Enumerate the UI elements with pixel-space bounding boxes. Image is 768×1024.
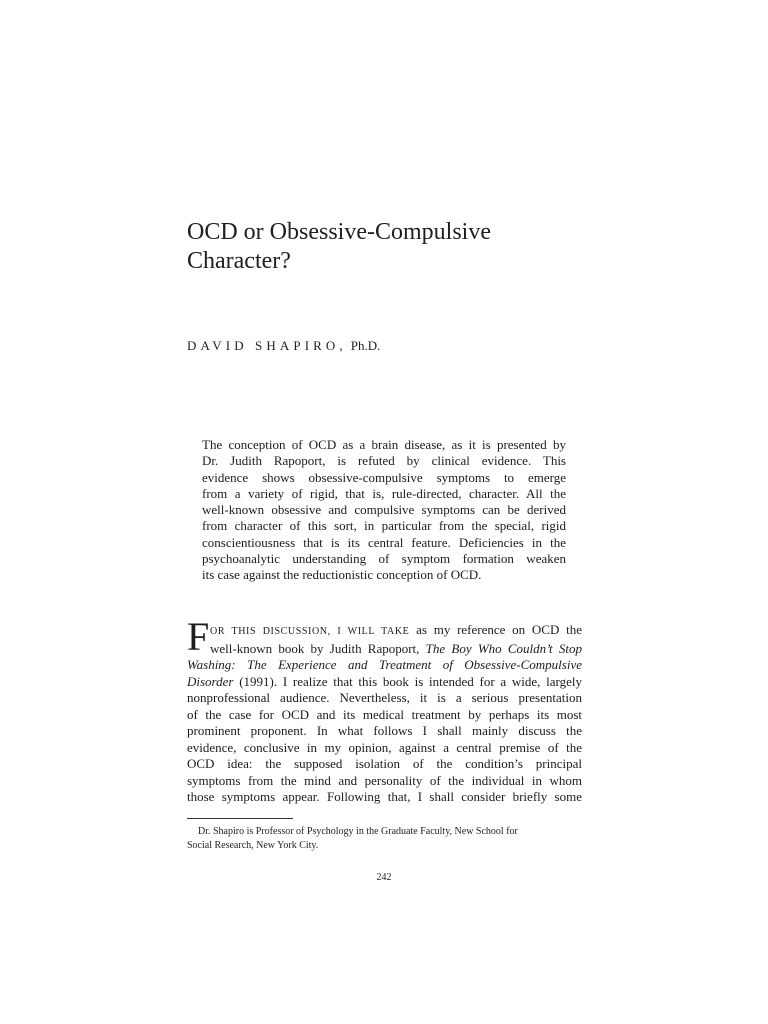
book-title-italic: The Boy Who Couldn’t Stop (425, 640, 583, 656)
body-text-run: (1991). I realize that this book is intended for a wide, largely (233, 673, 582, 689)
author-degree: Ph.D. (350, 338, 381, 353)
body-line: symptoms from the mind and personality of the individual in whom (187, 772, 582, 788)
body-line: prominent proponent. In what follows I shall mainly discuss the (187, 723, 582, 739)
body-line: nonprofessional audience. Nevertheless, it is a serious presentation (187, 690, 582, 706)
abstract-line: Dr. Judith Rapoport, is refuted by clinical evidence. This (202, 453, 566, 469)
body-line (187, 641, 582, 658)
abstract-line: The conception of OCD as a brain disease, as it is presented by (202, 437, 566, 452)
abstract-line: its case against the reductionistic conception of OCD. (202, 567, 482, 583)
book-title-italic: Washing: The Experience and Treatment of Obsessive-Compulsive (187, 657, 582, 673)
footnote-rule (187, 818, 293, 819)
body-line: those symptoms appear. Following that, I shall consider briefly some (187, 789, 582, 805)
abstract-line: evidence shows obsessive-compulsive symptoms to emerge (202, 469, 566, 485)
abstract (202, 437, 566, 584)
abstract-line: from character of this sort, in particular from the special, rigid (202, 518, 566, 534)
abstract-line: from a variety of rigid, that is, rule-directed, character. All the (202, 485, 566, 501)
body-line: OCD idea: the supposed isolation of the condition’s principal (187, 756, 582, 772)
author-name: DAVID SHAPIRO, (187, 338, 347, 353)
body-text-run: well-known book by Judith Rapoport, (210, 640, 426, 656)
abstract-line: conscientiousness that is its central feature. Deficiencies in the (202, 534, 566, 550)
small-caps-lead: OR THIS DISCUSSION, I WILL TAKE (210, 626, 410, 637)
page-number: 242 (376, 872, 392, 883)
drop-cap: F (187, 614, 210, 659)
footnote (187, 825, 582, 853)
body-paragraph (187, 622, 582, 806)
title-line: Character? (187, 248, 291, 274)
body-line: of the case for OCD and its medical treatment by perhaps its most (187, 706, 582, 722)
title-line: OCD or Obsessive-Compulsive (187, 219, 491, 245)
body-line: evidence, conclusive in my opinion, against a central premise of the (187, 739, 582, 755)
author-byline (187, 338, 380, 354)
book-title-italic: Disorder (187, 673, 234, 689)
abstract-line: well-known obsessive and compulsive symptoms can be derived (202, 502, 566, 518)
abstract-line: psychoanalytic understanding of symptom formation weaken (202, 551, 566, 567)
body-text-run: as my reference on OCD the (409, 622, 582, 637)
footnote-line: Social Research, New York City. (187, 840, 319, 851)
body-line (187, 674, 582, 691)
body-line (187, 622, 582, 641)
article-title (187, 218, 607, 276)
footnote-line: Dr. Shapiro is Professor of Psychology in the Graduate Faculty, New School for (198, 826, 518, 837)
